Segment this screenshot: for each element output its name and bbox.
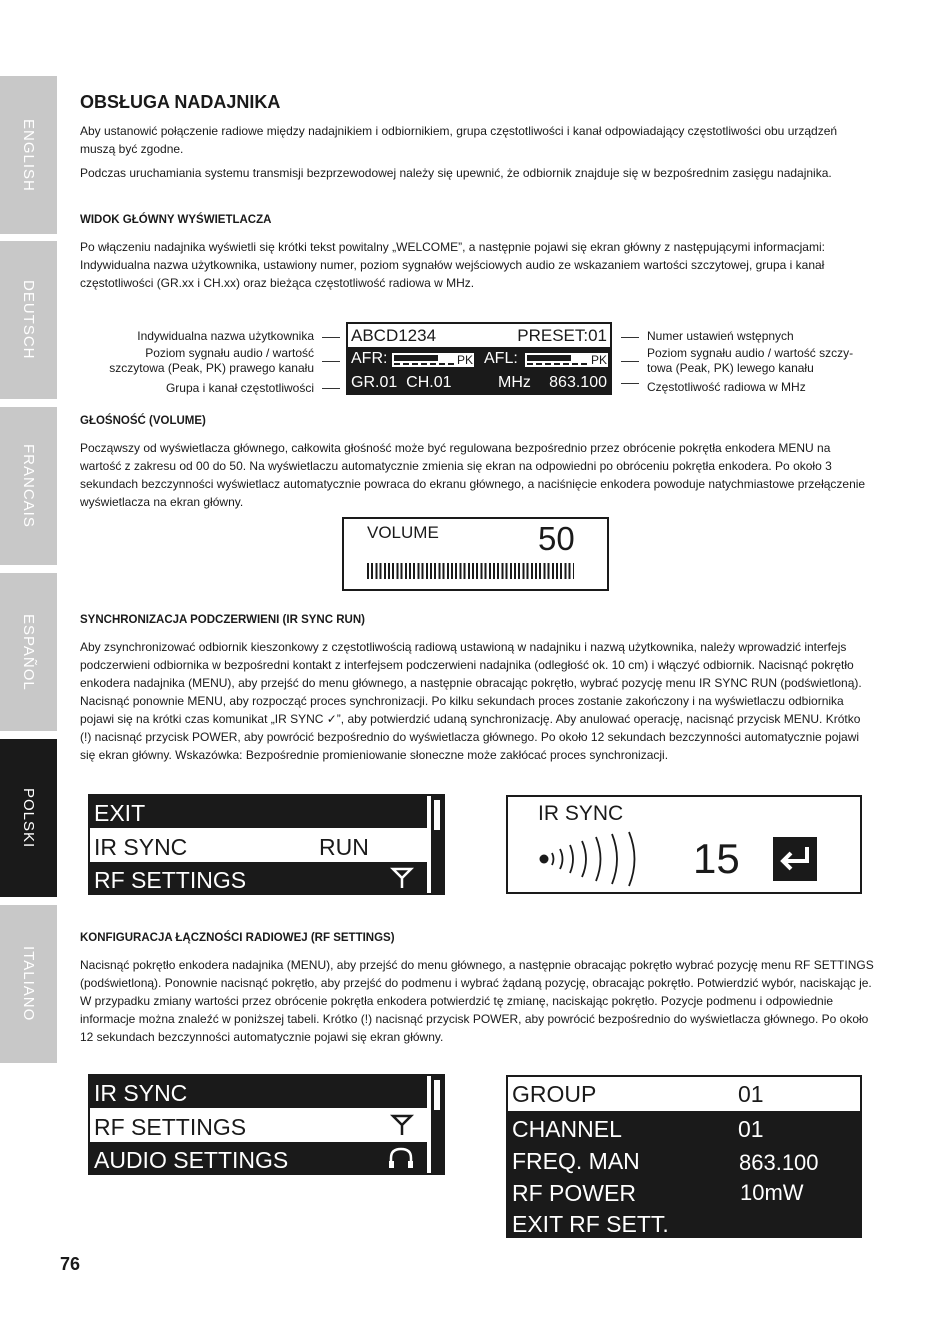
afr-level-bar (394, 355, 438, 361)
tab-label: POLSKI (20, 787, 37, 849)
section-heading-volume: GŁOŚNOŚĆ (VOLUME) (80, 415, 206, 427)
menu-lcd-irsync (88, 794, 445, 895)
afr-meter (392, 353, 474, 367)
label-preset: Numer ustawień wstępnych (647, 329, 794, 343)
antenna-icon (390, 1113, 414, 1137)
lcd-preset: PRESET:01 (517, 326, 607, 345)
headphones-icon (387, 1146, 415, 1170)
tab-polski[interactable] (0, 739, 57, 897)
lcd-frequency: 863.100 (549, 374, 607, 391)
leader-line (621, 383, 639, 384)
tab-francais[interactable] (0, 407, 57, 565)
rf-row-label[interactable]: FREQ. MAN (512, 1148, 640, 1174)
section-text-irsync: Aby zsynchronizować odbiornik kieszonkowy z częstotliwością radiową ustawioną w nadajniku i nazwą użytkownika, należy wprowadzić interfejs podczerwieni odbiornika w bezpośredni kontakt z interfejsem podczerwieni nadajnika (odległość ok. 10 cm) i włączyć odbiornik. Nacisnąć pokrętło enkodera nadajnika (MENU), aby przejść do menu głównego, a następnie obracając pokrętło, wybrać pozycję menu IR SYNC RUN (podświetloną). Nacisnąć ponownie MENU, aby rozpocząć proces synchronizacji. Po kilku sekundach proces zostanie zakończony i na wyświetlaczu odbiornika pojawi się na krótki czas komunikat „IR SYNC ✓”, aby potwierdzić udaną synchronizację. Aby anulować operację, nacisnąć przycisk MENU. Krótko (!) nacisnąć przycisk POWER, aby powrócić bezpośrednio do wyświetlacza głównego. Po około 12 sekundach bezczynności automatycznie pojawi się ekran główny. Wskazówka: Bezpośrednie promieniowanie słoneczne może zakłócać proces synchronizacji. (80, 640, 862, 762)
section-heading-main-display: WIDOK GŁÓWNY WYŚWIETLACZA (80, 214, 272, 226)
label-frequency: Częstotliwość radiowa w MHz (647, 380, 806, 394)
menu-irsync[interactable]: IR SYNC (94, 834, 188, 860)
page-number: 76 (60, 1254, 81, 1274)
rf-row-value: 863.100 (739, 1150, 819, 1175)
label-right-level-1: Poziom sygnału audio / wartość (145, 346, 314, 360)
page-title: OBSŁUGA NADAJNIKA (80, 92, 281, 112)
lcd-mhz: MHz (498, 374, 531, 391)
lcd-afr-label: AFR: (351, 350, 388, 367)
afl-level-bar (527, 355, 571, 361)
section-text-main-display: Po włączeniu nadajnika wyświetli się krótki tekst powitalny „WELCOME”, a następnie pojawi się ekran główny z następującymi informacjami: Indywidualna nazwa użytkownika, ustawiony numer, poziom sygnałów wejściowych audio ze wskazaniem wartości szczytowej, grupa i kanał częstotliwości (GR.xx i CH.xx) oraz bieżąca częstotliwość radiowa w MHz. (80, 240, 825, 290)
rf-row-value: 01 (738, 1081, 764, 1107)
tab-label: DEUTSCH (20, 280, 37, 360)
menu-audio-settings[interactable]: AUDIO SETTINGS (94, 1147, 289, 1173)
rf-settings-lcd (506, 1075, 862, 1238)
tab-english[interactable] (0, 76, 57, 234)
lcd-afl-label: AFL: (484, 350, 518, 367)
intro-paragraph-1: Aby ustanowić połączenie radiowe między nadajnikiem i odbiornikiem, grupa częstotliwości i kanał odpowiadający częstotliwości obu urządzeń muszą być zgodne. (80, 124, 838, 156)
tab-label: ESPAÑOL (20, 613, 37, 691)
label-right-level-2: szczytowa (Peak, PK) prawego kanału (109, 361, 314, 375)
menu-exit[interactable]: EXIT (94, 800, 146, 826)
section-heading-irsync: SYNCHRONIZACJA PODCZERWIENI (IR SYNC RUN) (80, 614, 365, 626)
leader-line (621, 361, 639, 362)
tab-label: ENGLISH (20, 118, 37, 192)
label-left-level-2: towa (Peak, PK) lewego kanału (647, 361, 814, 375)
scrollbar-thumb[interactable] (434, 1080, 440, 1110)
menu-irsync-value: RUN (319, 834, 369, 860)
tab-label: ITALIANO (20, 946, 37, 1022)
afl-meter (525, 353, 608, 367)
volume-bar (367, 563, 574, 579)
leader-line (621, 337, 639, 338)
volume-label: VOLUME (367, 523, 439, 542)
afr-pk: PK (456, 353, 473, 367)
section-text-volume: Począwszy od wyświetlacza głównego, całkowita głośność może być regulowana bezpośrednio przez obrócenie pokrętła enkodera MENU na wartość z zakresu od 00 do 50. Na wyświetlaczu automatycznie zmienia się ekran na odpowiedni po obróceniu pokrętła enkodera. Po około 3 sekundach bezczynności wyświetlacz automatycznie powraca do ekranu głównego, a naciśnięcie enkodera powoduje natychmiastowe przełączenie wyświetlacza na ekran główny. (80, 441, 866, 509)
tab-espanol[interactable] (0, 573, 57, 731)
irsync-countdown: 15 (693, 835, 740, 882)
rf-row-label[interactable]: CHANNEL (512, 1116, 622, 1142)
label-user-name: Indywidualna nazwa użytkownika (137, 329, 314, 343)
menu-rf-settings[interactable]: RF SETTINGS (94, 1114, 247, 1140)
leader-line (322, 361, 340, 362)
leader-line (322, 337, 340, 338)
afl-pk: PK (590, 353, 607, 367)
scrollbar[interactable] (431, 1076, 443, 1173)
label-group-channel: Grupa i kanał częstotliwości (165, 381, 314, 395)
section-text-rf-settings: Nacisnąć pokrętło enkodera nadajnika (MENU), aby przejść do menu głównego, a następnie obracając pokrętło wybrać pozycję menu RF SETTINGS (podświetloną). Ponownie nacisnąć pokrętło, aby przejść do podmenu i wybrać żądaną pozycję, obracając pokrętło. Potwierdzić wybór, naciskając je. W przypadku zmiany wartości przez obrócenie pokrętła enkodera potwierdzić tę zmianę, naciskając pokrętło. Pozycje podmenu i odpowiednie informacje można znaleźć w poniższej tabeli. Krótko (!) nacisnąć przycisk POWER, aby powrócić bezpośrednio do wyświetlacza głównego. Po około 12 sekundach bezczynności automatycznie pojawi się ekran główny. (80, 958, 874, 1044)
tab-deutsch[interactable] (0, 241, 57, 399)
scrollbar[interactable] (431, 796, 443, 893)
tab-italiano[interactable] (0, 905, 57, 1063)
volume-lcd (342, 517, 609, 591)
lcd-user-name: ABCD1234 (351, 326, 437, 345)
rf-row-value: 10mW (740, 1180, 804, 1205)
label-left-level-1: Poziom sygnału audio / wartość szczy- (647, 346, 854, 360)
intro-paragraph-2: Podczas uruchamiania systemu transmisji bezprzewodowej należy się upewnić, że odbiornik znajduje się w bezpośrednim zasięgu nadajnika. (80, 166, 832, 180)
rf-row-value: 01 (738, 1116, 764, 1142)
lcd-group-channel: GR.01 CH.01 (351, 374, 452, 391)
main-lcd (346, 322, 612, 395)
irsync-lcd (506, 795, 862, 894)
menu-irsync[interactable]: IR SYNC (94, 1080, 188, 1106)
infrared-signal-icon (538, 831, 658, 887)
rf-row-label[interactable]: RF POWER (512, 1180, 636, 1206)
section-heading-rf-settings: KONFIGURACJA ŁĄCZNOŚCI RADIOWEJ (RF SETTINGS) (80, 932, 395, 944)
rf-row-label[interactable]: GROUP (512, 1081, 597, 1107)
menu-lcd-rf (88, 1074, 445, 1175)
rf-row-label[interactable]: EXIT RF SETT. (512, 1211, 669, 1237)
menu-rf-settings[interactable]: RF SETTINGS (94, 867, 247, 893)
volume-value: 50 (538, 520, 575, 557)
antenna-icon (390, 866, 414, 890)
scrollbar-thumb[interactable] (434, 800, 440, 830)
irsync-label: IR SYNC (538, 802, 624, 825)
leader-line (322, 388, 340, 389)
enter-icon (773, 837, 817, 881)
tab-label: FRANCAIS (20, 444, 37, 528)
